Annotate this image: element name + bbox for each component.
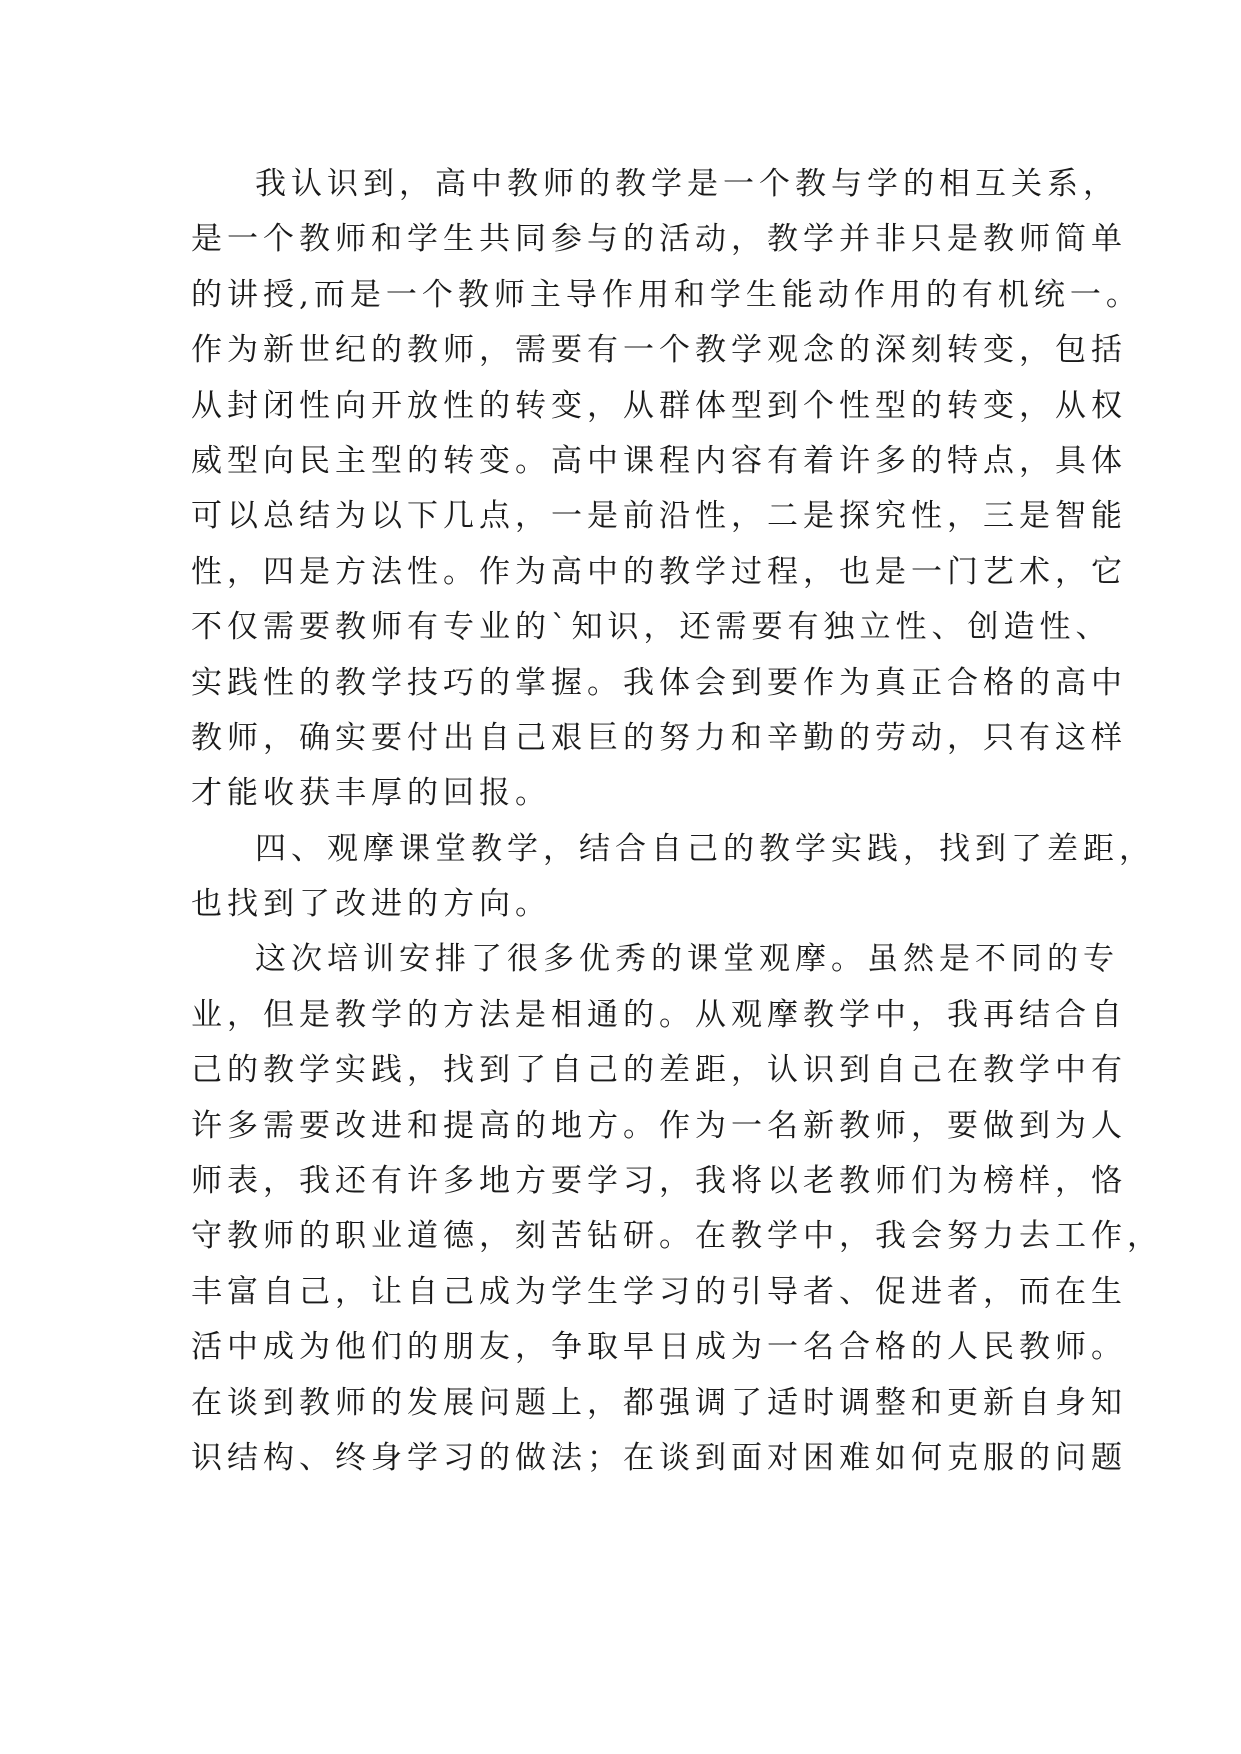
text-line: 从封闭性向开放性的转变，从群体型到个性型的转变，从权: [191, 387, 1127, 424]
text-line: 活中成为他们的朋友，争取早日成为一名合格的人民教师。: [191, 1329, 1127, 1366]
text-line: 在谈到教师的发展问题上，都强调了适时调整和更新自身知: [191, 1384, 1127, 1421]
text-line: 许多需要改进和提高的地方。作为一名新教师，要做到为人: [191, 1107, 1127, 1144]
text-line: 威型向民主型的转变。高中课程内容有着许多的特点，具体: [191, 442, 1127, 479]
text-line: 才能收获丰厚的回报。: [191, 775, 551, 812]
text-line: 性，四是方法性。作为高中的教学过程，也是一门艺术，它: [191, 553, 1127, 590]
text-line: 丰富自己，让自己成为学生学习的引导者、促进者，而在生: [191, 1273, 1127, 1310]
text-line: 识结构、终身学习的做法；在谈到面对困难如何克服的问题: [191, 1439, 1127, 1476]
text-line: 守教师的职业道德，刻苦钻研。在教学中，我会努力去工作，: [191, 1218, 1163, 1255]
text-line: 是一个教师和学生共同参与的活动，教学并非只是教师简单: [191, 221, 1127, 258]
text-line: 也找到了改进的方向。: [191, 886, 551, 923]
text-line: 我认识到，高中教师的教学是一个教与学的相互关系，: [255, 166, 1119, 202]
text-line: 师表，我还有许多地方要学习，我将以老教师们为榜样，恪: [191, 1163, 1127, 1200]
text-line: 教师，确实要付出自己艰巨的努力和辛勤的劳动，只有这样: [191, 719, 1127, 756]
text-line: 作为新世纪的教师，需要有一个教学观念的深刻转变，包括: [191, 332, 1127, 369]
text-line: 的讲授,而是一个教师主导作用和学生能动作用的有机统一。: [191, 276, 1142, 313]
text-line: 可以总结为以下几点，一是前沿性，二是探究性，三是智能: [191, 498, 1127, 535]
text-line: 实践性的教学技巧的掌握。我体会到要作为真正合格的高中: [191, 664, 1127, 701]
document-body: [191, 157, 1163, 1486]
text-line: 业，但是教学的方法是相通的。从观摩教学中，我再结合自: [191, 996, 1127, 1033]
text-line: 己的教学实践，找到了自己的差距，认识到自己在教学中有: [191, 1052, 1127, 1089]
text-line: 四、观摩课堂教学，结合自己的教学实践，找到了差距，: [255, 830, 1155, 867]
text-line: 不仅需要教师有专业的`知识，还需要有独立性、创造性、: [191, 609, 1112, 646]
text-line: 这次培训安排了很多优秀的课堂观摩。虽然是不同的专: [255, 941, 1119, 978]
